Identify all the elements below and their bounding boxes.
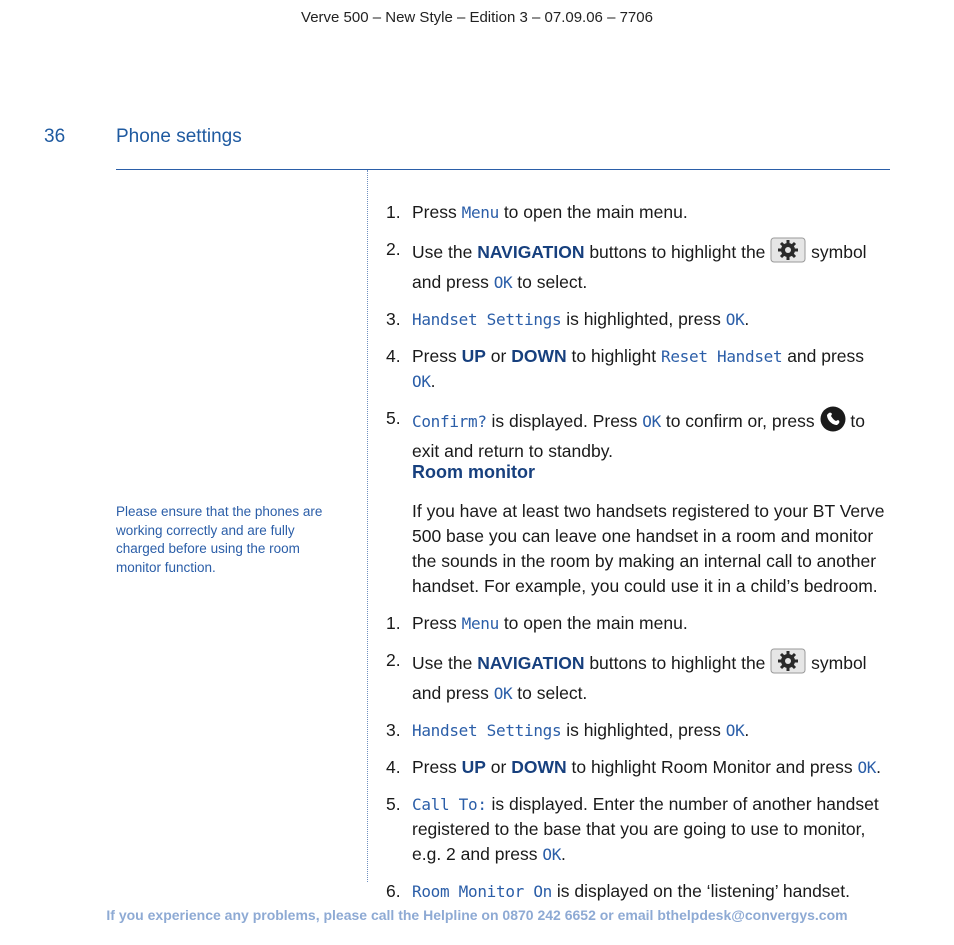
step-number: 6. bbox=[386, 881, 401, 901]
step-text: Press bbox=[412, 202, 462, 222]
display-text: Handset Settings bbox=[412, 310, 562, 329]
settings-icon bbox=[770, 648, 806, 681]
reset-step bbox=[386, 200, 892, 225]
display-text: Call To: bbox=[412, 795, 487, 814]
display-text: OK bbox=[725, 721, 745, 740]
step-text: Use the bbox=[412, 242, 478, 263]
step-number: 4. bbox=[386, 757, 401, 777]
monitor-step bbox=[386, 718, 892, 743]
step-text: Press bbox=[412, 613, 462, 633]
step-text: to open the main menu. bbox=[498, 202, 688, 222]
reset-step bbox=[386, 237, 892, 295]
helpline-footer: If you experience any problems, please call the Helpline on 0870 242 6652 or email bthelpdesk@convergys.com bbox=[106, 907, 848, 923]
step-number: 1. bbox=[386, 613, 401, 633]
step-number: 4. bbox=[386, 346, 401, 366]
monitor-step bbox=[386, 792, 892, 867]
button-name: DOWN bbox=[511, 757, 567, 777]
side-note: Please ensure that the phones are working correctly and are fully charged before using the room monitor function. bbox=[116, 504, 323, 575]
button-name: NAVIGATION bbox=[477, 653, 585, 674]
step-text: to select. bbox=[512, 683, 588, 703]
room-monitor-intro: If you have at least two handsets registered to your BT Verve 500 base you can leave one handset in a room and monitor the sounds in the room by making an internal call to another handset. For example, you could use it in a child’s bedroom. bbox=[412, 501, 885, 596]
room-monitor-heading: Room monitor bbox=[412, 462, 535, 482]
reset-step bbox=[386, 307, 892, 332]
button-name: DOWN bbox=[511, 346, 567, 366]
display-text: OK bbox=[493, 684, 513, 703]
step-text: is displayed. Enter the number of another handset registered to the base that you are going to use to monitor, e.g. 2 and press bbox=[412, 794, 879, 864]
display-text: Menu bbox=[461, 203, 499, 222]
step-text: . bbox=[876, 757, 882, 777]
step-number: 5. bbox=[386, 794, 401, 814]
reset-step bbox=[386, 406, 892, 464]
monitor-step bbox=[386, 879, 892, 904]
reset-handset-steps bbox=[386, 200, 892, 476]
display-text: Menu bbox=[461, 614, 499, 633]
display-text: Confirm? bbox=[412, 412, 487, 432]
step-text: to select. bbox=[512, 272, 588, 292]
step-text: . bbox=[561, 844, 566, 864]
step-number: 1. bbox=[386, 202, 401, 222]
step-text: is displayed. Press bbox=[486, 411, 643, 432]
step-text: or bbox=[485, 346, 512, 366]
reset-step bbox=[386, 344, 892, 394]
step-text: buttons to highlight the bbox=[584, 653, 771, 674]
step-text: Use the bbox=[412, 653, 478, 674]
header-divider bbox=[116, 169, 890, 170]
step-text: . bbox=[744, 720, 750, 740]
display-text: OK bbox=[542, 845, 562, 864]
step-text: symbol and press bbox=[412, 653, 867, 703]
step-text: or bbox=[485, 757, 512, 777]
step-number: 2. bbox=[386, 650, 401, 670]
display-text: OK bbox=[857, 758, 877, 777]
button-name: NAVIGATION bbox=[477, 242, 585, 263]
step-number: 2. bbox=[386, 239, 401, 259]
monitor-step bbox=[386, 611, 892, 636]
step-text: . bbox=[430, 371, 436, 391]
display-text: OK bbox=[725, 310, 745, 329]
step-number: 3. bbox=[386, 720, 401, 740]
step-text: is highlighted, press bbox=[561, 720, 726, 740]
display-text: Room Monitor On bbox=[412, 882, 552, 901]
display-text: OK bbox=[493, 273, 513, 292]
monitor-step bbox=[386, 755, 892, 780]
step-text: symbol and press bbox=[412, 242, 867, 292]
step-text: to highlight bbox=[566, 346, 661, 366]
end-call-icon bbox=[820, 406, 846, 439]
step-text: Press bbox=[412, 757, 462, 777]
step-text: . bbox=[744, 309, 750, 329]
page-number: 36 bbox=[44, 126, 66, 147]
column-divider bbox=[367, 170, 368, 882]
display-text: Handset Settings bbox=[412, 721, 562, 740]
monitor-step bbox=[386, 648, 892, 706]
step-text: is displayed on the ‘listening’ handset. bbox=[552, 881, 851, 901]
step-number: 5. bbox=[386, 408, 401, 428]
display-text: OK bbox=[412, 372, 431, 391]
page-title: Phone settings bbox=[116, 126, 242, 147]
step-text: to exit and return to standby. bbox=[412, 411, 865, 461]
button-name: UP bbox=[461, 757, 486, 777]
settings-icon bbox=[770, 237, 806, 270]
room-monitor-steps bbox=[386, 611, 892, 916]
step-text: is highlighted, press bbox=[561, 309, 726, 329]
step-text: and press bbox=[782, 346, 865, 366]
step-text: to open the main menu. bbox=[498, 613, 688, 633]
step-number: 3. bbox=[386, 309, 401, 329]
display-text: Reset Handset bbox=[661, 347, 783, 366]
button-name: UP bbox=[461, 346, 486, 366]
step-text: buttons to highlight the bbox=[584, 242, 771, 263]
edition-line: Verve 500 – New Style – Edition 3 – 07.09.06 – 7706 bbox=[301, 9, 653, 26]
step-text: to highlight Room Monitor and press bbox=[566, 757, 858, 777]
display-text: OK bbox=[642, 412, 661, 432]
step-text: Press bbox=[412, 346, 462, 366]
step-text: to confirm or, press bbox=[660, 411, 820, 432]
